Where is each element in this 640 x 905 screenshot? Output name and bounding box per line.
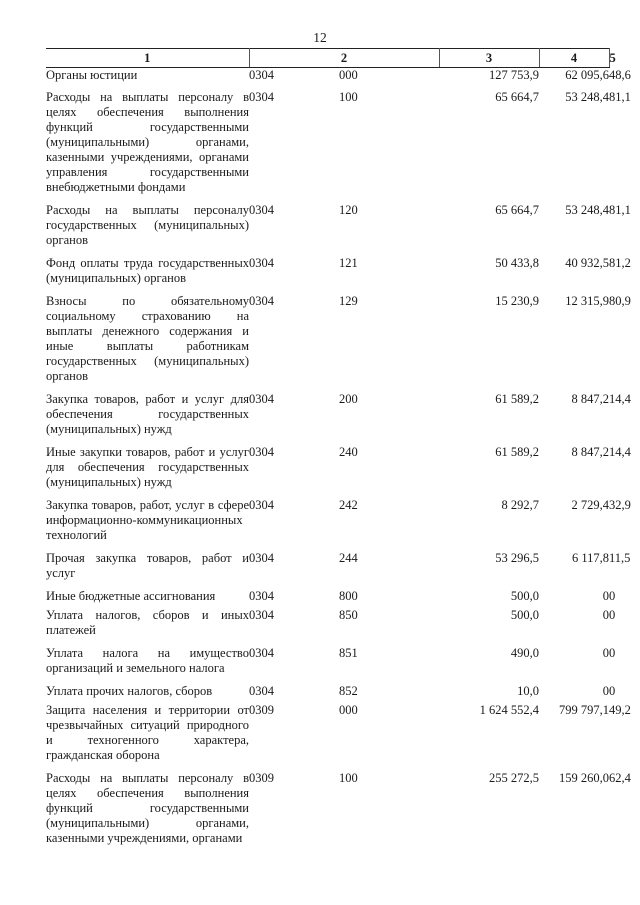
table-row: Уплата налогов, сборов и иных платежей 0304 850 500,0 0 0 [46, 608, 609, 646]
row-name: Защита населения и территории от чрезвычайных ситуаций природного и техногенного характера, гражданская оборона [46, 703, 249, 762]
row-type-code: 242 [339, 498, 358, 512]
row-section-code: 0304 [249, 294, 274, 308]
row-type-code: 129 [339, 294, 358, 308]
row-name: Органы юстиции [46, 68, 138, 82]
row-value-col3: 15 230,9 [495, 294, 539, 308]
row-value-col3: 53 296,5 [495, 551, 539, 565]
page-number: 12 [313, 30, 327, 45]
row-value-col4: 53 248,4 [565, 90, 609, 104]
table-row: Расходы на выплаты персоналу государственных (муниципальных) органов 0304 120 65 664,7 53 248,4 81,1 [46, 203, 609, 256]
row-section-code: 0304 [249, 68, 274, 82]
table-row: Расходы на выплаты персоналу в целях обеспечения выполнения функций государственными (муниципальными) органами, казенными учреждениями, органами 0309 100 255 272,5 159 260,0 62,4 [46, 771, 631, 845]
row-name: Уплата налога на имущество организаций и земельного налога [46, 646, 249, 675]
row-name: Уплата прочих налогов, сборов [46, 684, 213, 698]
table-row: Иные бюджетные ассигнования 0304 800 500,0 0 0 [46, 589, 609, 608]
table-row: Уплата налога на имущество организаций и земельного налога 0304 851 490,0 0 0 [46, 646, 609, 684]
header-col-2: 2 [249, 49, 439, 68]
row-name: Взносы по обязательному социальному страхованию на выплаты денежного содержания и иные выплаты работникам государственных (муниципальных) органов [46, 294, 249, 383]
row-type-code: 851 [339, 646, 358, 660]
row-value-col4: 8 847,2 [571, 392, 609, 406]
row-section-code: 0304 [249, 589, 274, 603]
table-row: Фонд оплаты труда государственных (муниципальных) органов 0304 121 50 433,8 40 932,5 81,2 [46, 256, 609, 294]
table-row: Взносы по обязательному социальному страхованию на выплаты денежного содержания и иные выплаты работникам государственных (муниципальных) органов 0304 129 15 230,9 12 315,9 80,9 [46, 294, 609, 392]
row-name: Закупка товаров, работ и услуг для обеспечения государственных (муниципальных) нужд [46, 392, 249, 436]
row-section-code: 0304 [249, 551, 274, 565]
row-value-col4: 2 729,4 [571, 498, 609, 512]
row-type-code: 000 [339, 703, 358, 717]
row-value-col3: 127 753,9 [489, 68, 539, 82]
header-col-3: 3 [439, 49, 539, 68]
row-name: Расходы на выплаты персоналу в целях обеспечения выполнения функций государственными (муниципальными) органами, казенными учреждениями, органами [46, 771, 249, 845]
row-value-col4: 799 797,1 [559, 703, 609, 717]
row-name: Фонд оплаты труда государственных (муниципальных) органов [46, 256, 249, 285]
row-name: Расходы на выплаты персоналу в целях обеспечения выполнения функций государственными (муниципальными) органами, казенными учреждениями, органами управления государственными внебюджетными фондами [46, 90, 249, 194]
row-value-col4: 159 260,0 [559, 771, 609, 785]
row-value-col4: 0 [602, 646, 609, 660]
row-section-code: 0304 [249, 646, 274, 660]
row-value-col4: 0 [602, 589, 609, 603]
row-value-col3: 65 664,7 [495, 90, 539, 104]
row-section-code: 0309 [249, 771, 274, 785]
table-row: Органы юстиции 0304 000 127 753,9 62 095,6 48,6 [46, 68, 609, 91]
row-type-code: 121 [339, 256, 358, 270]
table-body [46, 68, 631, 847]
row-name: Закупка товаров, работ, услуг в сфере информационно-коммуникационных технологий [46, 498, 249, 542]
row-value-col3: 61 589,2 [495, 392, 539, 406]
table-row: Закупка товаров, работ, услуг в сфере информационно-коммуникационных технологий 0304 242 8 292,7 2 729,4 32,9 [46, 498, 609, 551]
row-type-code: 120 [339, 203, 358, 217]
row-value-col4: 12 315,9 [565, 294, 609, 308]
row-section-code: 0304 [249, 392, 274, 406]
row-value-col3: 50 433,8 [495, 256, 539, 270]
row-section-code: 0304 [249, 203, 274, 217]
row-name: Иные закупки товаров, работ и услуг для обеспечения государственных (муниципальных) нужд [46, 445, 249, 489]
table-row: Прочая закупка товаров, работ и услуг 0304 244 53 296,5 6 117,8 11,5 [46, 551, 609, 589]
table-row: Уплата прочих налогов, сборов 0304 852 10,0 0 0 [46, 684, 609, 703]
table-header-row: 1 2 3 4 5 [46, 49, 609, 68]
row-section-code: 0304 [249, 684, 274, 698]
row-type-code: 100 [339, 771, 358, 785]
row-name: Иные бюджетные ассигнования [46, 589, 216, 603]
row-value-col4: 40 932,5 [565, 256, 609, 270]
row-section-code: 0304 [249, 445, 274, 459]
header-col-4: 4 [539, 49, 609, 68]
row-section-code: 0304 [249, 256, 274, 270]
row-value-col3: 490,0 [510, 646, 539, 660]
row-type-code: 800 [339, 589, 358, 603]
row-value-col4: 0 [602, 684, 609, 698]
row-type-code: 240 [339, 445, 358, 459]
table-row: Иные закупки товаров, работ и услуг для обеспечения государственных (муниципальных) нужд 0304 240 61 589,2 8 847,2 14,4 [46, 445, 609, 498]
row-value-col4: 6 117,8 [571, 551, 609, 565]
row-type-code: 200 [339, 392, 358, 406]
row-value-col3: 1 624 552,4 [479, 703, 539, 717]
row-type-code: 100 [339, 90, 358, 104]
row-value-col4: 53 248,4 [565, 203, 609, 217]
row-section-code: 0304 [249, 608, 274, 622]
row-type-code: 244 [339, 551, 358, 565]
budget-table [46, 48, 631, 846]
row-type-code: 850 [339, 608, 358, 622]
table-row: Закупка товаров, работ и услуг для обеспечения государственных (муниципальных) нужд 0304 200 61 589,2 8 847,2 14,4 [46, 392, 609, 445]
row-value-col3: 8 292,7 [501, 498, 539, 512]
row-value-col3: 255 272,5 [489, 771, 539, 785]
row-value-col3: 500,0 [510, 589, 539, 603]
row-section-code: 0304 [249, 498, 274, 512]
row-name: Расходы на выплаты персоналу государственных (муниципальных) органов [46, 203, 249, 247]
table-row: Защита населения и территории от чрезвычайных ситуаций природного и техногенного характера, гражданская оборона 0309 000 1 624 552,4 799 797,1 49,2 [46, 703, 609, 771]
row-value-col4: 8 847,2 [571, 445, 609, 459]
row-value-col4: 0 [602, 608, 609, 622]
row-section-code: 0304 [249, 90, 274, 104]
row-name: Уплата налогов, сборов и иных платежей [46, 608, 249, 637]
row-section-code: 0309 [249, 703, 274, 717]
row-value-col3: 500,0 [510, 608, 539, 622]
row-value-col3: 65 664,7 [495, 203, 539, 217]
table-row: Расходы на выплаты персоналу в целях обеспечения выполнения функций государственными (муниципальными) органами, казенными учреждениями, органами управления государственными внебюджетными фондами 0304 100 65 664,7 53 248,4 81,1 [46, 90, 609, 203]
header-col-1: 1 [46, 49, 249, 68]
row-value-col3: 61 589,2 [495, 445, 539, 459]
row-value-col4: 62 095,6 [565, 68, 609, 82]
row-type-code: 000 [339, 68, 358, 82]
row-type-code: 852 [339, 684, 358, 698]
row-value-col3: 10,0 [517, 684, 539, 698]
row-name: Прочая закупка товаров, работ и услуг [46, 551, 249, 580]
